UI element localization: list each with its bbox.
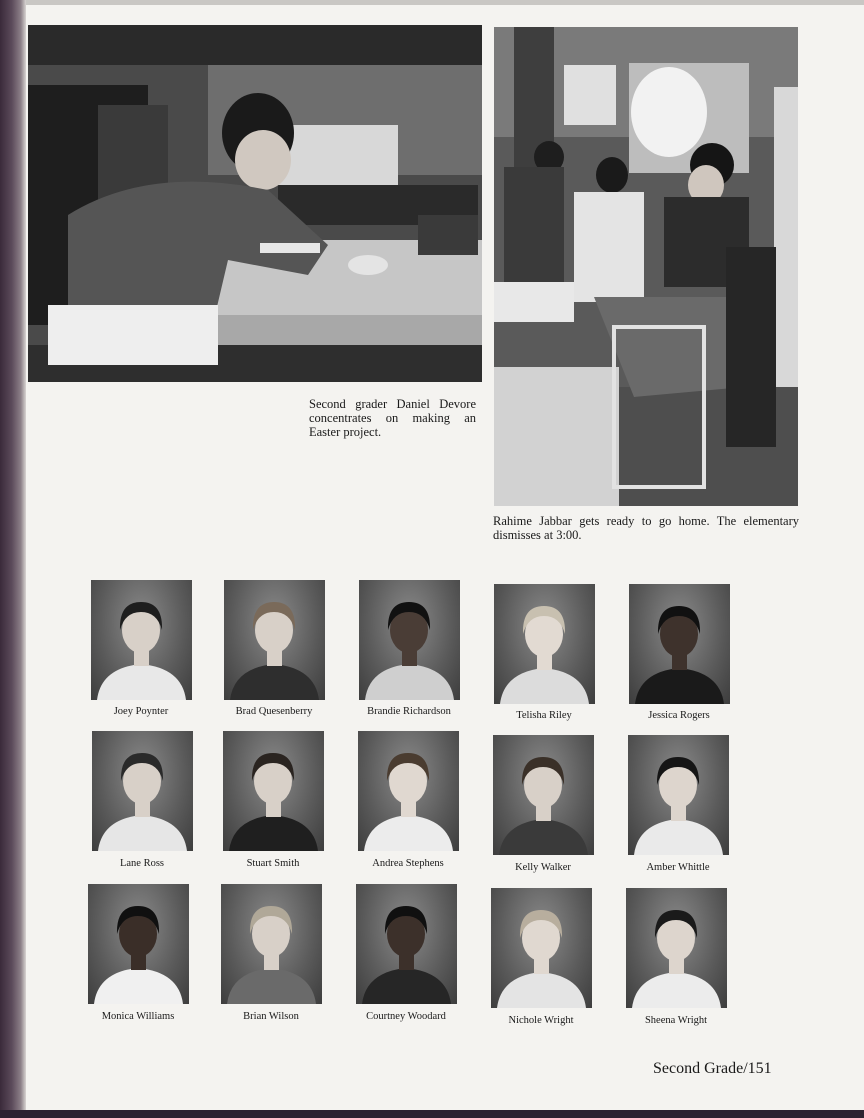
portrait-shirt <box>362 968 451 1004</box>
portrait-figure <box>91 580 192 700</box>
caption-left: Second grader Daniel Devore concentrates on making an Easter project. <box>309 397 476 439</box>
portrait-name: Lane Ross <box>119 858 165 869</box>
portrait-name: Andrea Stephens <box>372 858 444 869</box>
portrait-shirt <box>635 668 724 704</box>
portrait-photo <box>92 731 193 851</box>
portrait-shirt <box>499 819 588 855</box>
portrait-figure <box>626 888 727 1008</box>
portrait-figure <box>359 580 460 700</box>
portrait-name: Joey Poynter <box>113 706 169 717</box>
portrait-name: Telisha Riley <box>516 710 572 721</box>
portrait-name: Sheena Wright <box>644 1015 708 1026</box>
portrait-figure <box>628 735 729 855</box>
portrait-photo <box>223 731 324 851</box>
portrait-shirt <box>227 968 316 1004</box>
portrait-photo <box>91 580 192 700</box>
portrait-name: Courtney Woodard <box>366 1011 446 1022</box>
photo-rahime-jabbar-image <box>494 27 798 506</box>
portrait-shirt <box>634 819 723 855</box>
page-binding <box>0 0 26 1118</box>
portrait-shirt <box>98 815 187 851</box>
photo-daniel-devore <box>28 25 482 382</box>
portrait-figure <box>221 884 322 1004</box>
portrait-shirt <box>632 972 721 1008</box>
portrait-photo <box>224 580 325 700</box>
portrait-name: Monica Williams <box>101 1011 175 1022</box>
portrait-photo <box>221 884 322 1004</box>
photo-rahime-jabbar <box>494 27 798 506</box>
portrait-shirt <box>365 664 454 700</box>
portrait-name: Jessica Rogers <box>648 710 710 721</box>
portrait-photo <box>493 735 594 855</box>
portrait-name: Stuart Smith <box>246 858 300 869</box>
portrait-photo <box>359 580 460 700</box>
portrait-photo <box>356 884 457 1004</box>
portrait-shirt <box>229 815 318 851</box>
portrait-shirt <box>497 972 586 1008</box>
portrait-shirt <box>500 668 589 704</box>
portrait-name: Nichole Wright <box>508 1015 574 1026</box>
portrait-figure <box>493 735 594 855</box>
portrait-photo <box>629 584 730 704</box>
portrait-shirt <box>97 664 186 700</box>
portrait-shirt <box>364 815 453 851</box>
portrait-name: Brandie Richardson <box>367 706 451 717</box>
portrait-name: Kelly Walker <box>515 862 571 873</box>
portrait-name: Amber Whittle <box>646 862 710 873</box>
page-bottom-edge <box>0 1110 864 1118</box>
portrait-figure <box>224 580 325 700</box>
portrait-photo <box>88 884 189 1004</box>
portrait-photo <box>628 735 729 855</box>
portrait-figure <box>223 731 324 851</box>
portrait-photo <box>626 888 727 1008</box>
portrait-photo <box>494 584 595 704</box>
portrait-photo <box>491 888 592 1008</box>
photo-daniel-devore-image <box>28 25 482 382</box>
portrait-figure <box>358 731 459 851</box>
page-folio: Second Grade/151 <box>653 1060 772 1077</box>
portrait-name: Brad Quesenberry <box>235 706 313 717</box>
page-top-edge <box>26 0 864 5</box>
portrait-figure <box>491 888 592 1008</box>
portrait-name: Brian Wilson <box>243 1011 299 1022</box>
portrait-figure <box>356 884 457 1004</box>
portrait-figure <box>629 584 730 704</box>
caption-right: Rahime Jabbar gets ready to go home. The elementary dismisses at 3:00. <box>493 514 799 542</box>
portrait-figure <box>88 884 189 1004</box>
portrait-photo <box>358 731 459 851</box>
portrait-shirt <box>230 664 319 700</box>
portrait-shirt <box>94 968 183 1004</box>
portrait-figure <box>494 584 595 704</box>
portrait-figure <box>92 731 193 851</box>
